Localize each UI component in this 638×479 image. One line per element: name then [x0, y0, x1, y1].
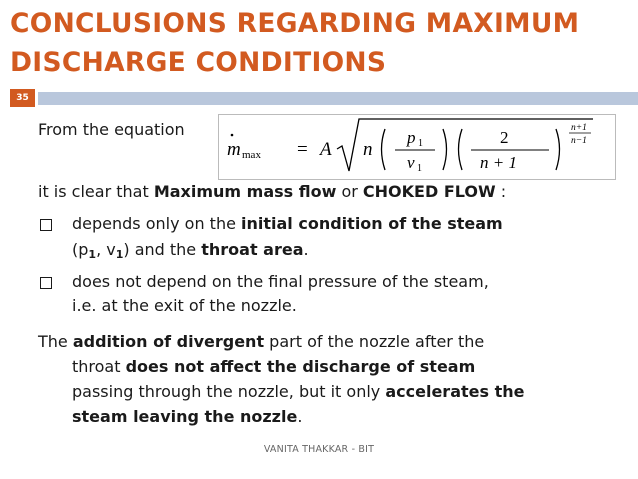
header-bar [38, 92, 638, 105]
choked-flow-label: CHOKED FLOW [362, 182, 496, 201]
title-line-1: CONCLUSIONS REGARDING MAXIMUM [10, 8, 580, 39]
eq-n-plus-1: n + 1 [480, 153, 517, 172]
bullet-2-line-2: i.e. at the exit of the nozzle. [72, 296, 297, 315]
paren-left-2 [459, 129, 463, 170]
max-discharge-equation [218, 114, 616, 180]
bullet-1-line-2: ($p_1$, $v_1$) and the throat area. [72, 240, 309, 261]
eq-coef: A [320, 139, 332, 160]
bullet-2-line-1: does not depend on the final pressure of the steam, [72, 272, 489, 291]
equation-graphic [219, 115, 615, 179]
sqrt-sign [337, 119, 593, 171]
paren-right-1 [443, 129, 447, 170]
eq-p: p [407, 128, 416, 147]
bullet-1-line-1: depends only on the initial condition of the steam [72, 214, 503, 233]
intro-text: From the equation [38, 120, 185, 139]
para-line-1: The addition of divergent part of the nozzle after the [38, 332, 485, 351]
para-line-2: throat does not affect the discharge of steam [72, 357, 476, 376]
paren-right-2 [556, 129, 560, 170]
eq-v: ν [407, 153, 415, 172]
eq-exp-num: n+1 [571, 123, 587, 133]
eq-equals: = [297, 139, 308, 160]
dot-accent [231, 134, 234, 137]
eq-p-sub: 1 [418, 138, 423, 149]
bullet-square-icon [40, 219, 52, 231]
para-line-4: steam leaving the nozzle. [72, 407, 303, 426]
eq-lhs-symbol: m [227, 139, 241, 160]
footer-author: VANITA THAKKAR - BIT [263, 444, 375, 455]
eq-exp-den: n−1 [571, 136, 587, 146]
eq-n: n [363, 139, 373, 160]
eq-two: 2 [500, 128, 509, 147]
para-line-3: passing through the nozzle, but it only accelerates the [72, 382, 525, 401]
bullet-square-icon [40, 277, 52, 289]
statement-text: it is clear that Maximum mass flow or CHOKED FLOW : [38, 182, 507, 201]
slide-title [10, 4, 630, 82]
max-mass-flow-label: Maximum mass flow [153, 182, 337, 201]
eq-v-sub: 1 [417, 163, 422, 174]
paren-left-1 [382, 129, 386, 170]
slide-number: 35 [10, 89, 35, 107]
title-line-2: DISCHARGE CONDITIONS [10, 47, 387, 78]
eq-lhs-sub: max [242, 149, 261, 161]
